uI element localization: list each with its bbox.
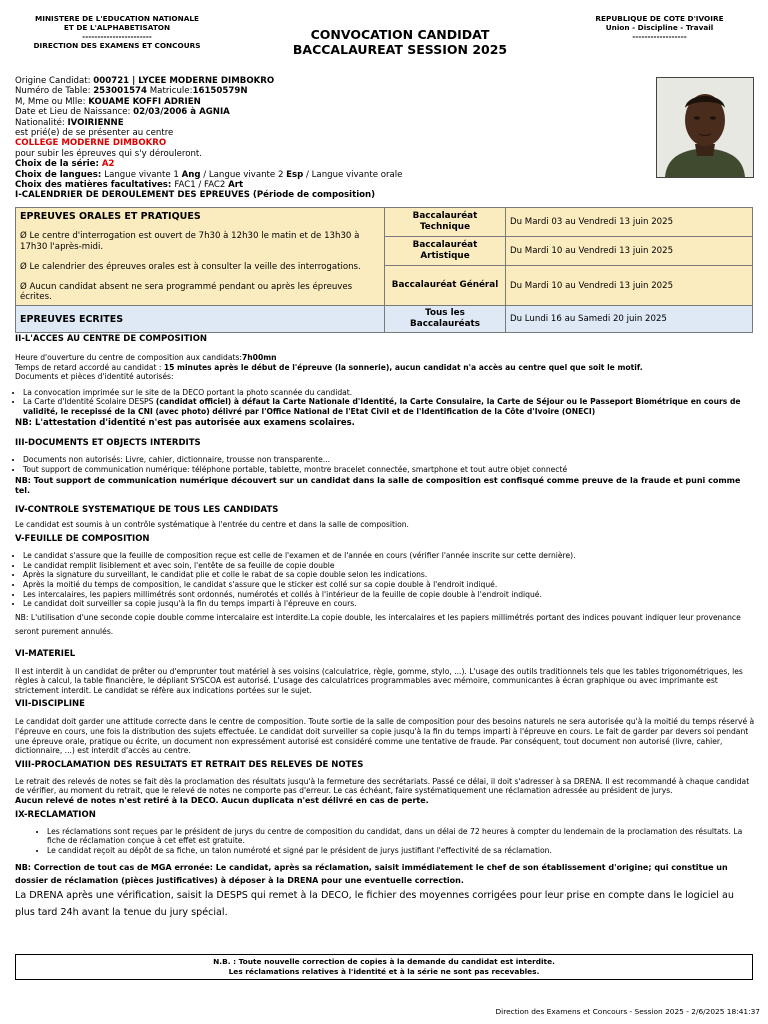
- republic-header: [572, 14, 747, 41]
- list-item: • Tout support de communication numérique: téléphone portable, tablette, montre bracelet connectée, smartphone et tout autre objet connecté: [23, 465, 755, 475]
- calendar-row-ecrites: [16, 306, 753, 333]
- list-item: • Le candidat doit surveiller sa copie jusqu'à la fin du temps imparti à l'épreuve en cours.: [23, 599, 755, 609]
- origin-row: [15, 76, 635, 86]
- rules-body: [15, 334, 755, 921]
- table-number: 253001574: [93, 86, 148, 97]
- heure-label: Heure d'ouverture du centre de composition aux candidats:: [15, 353, 242, 362]
- ministry-line-2: ET DE L'ALPHABETISATON: [63, 23, 171, 32]
- birth-value: 02/03/2006 à AGNIA: [133, 107, 230, 118]
- controle-title: IV-CONTROLE SYSTEMATIQUE DE TOUS LES CANDIDATS: [15, 504, 279, 515]
- list-item: • Les réclamations sont reçues par le président de jurys du centre de composition du candidat, dans un délai de 72 heures à compter du lendemain de la proclamation des résultats. La fiche de réclamation conçue à cet effet est gratuite.: [47, 827, 755, 846]
- nationality-row: [15, 118, 635, 128]
- origin-label: Origine Candidat:: [15, 76, 94, 86]
- list-item: • Le candidat remplit lisiblement et avec soin, l'entête de sa feuille de copie double: [23, 561, 755, 571]
- footer-box-line-2: Les réclamations relatives à l'identité et à la série ne sont pas recevables.: [228, 967, 540, 976]
- nationality-label: Nationalité:: [15, 117, 68, 128]
- ecrites-title: EPREUVES ECRITES: [16, 306, 385, 333]
- date-ecrites: Du Lundi 16 au Samedi 20 juin 2025: [506, 306, 753, 333]
- exam-centre: COLLEGE MODERNE DIMBOKRO: [15, 138, 167, 149]
- candidate-photo-image: [657, 78, 753, 177]
- materiel-title: VI-MATERIEL: [15, 648, 76, 659]
- birth-label: Date et Lieu de Naissance:: [15, 107, 134, 118]
- item2-bold: (candidat officiel) à défaut la Carte Nationale d'Identité, la Carte Consulaire, la Carte de Séjour ou le Passeport Biométrique en cours de validité, le recepissé de la CNI (avec photo) délivré par l'Office National de l'Etat Civil et de l'Identification de la Côte d'Ivoire (ONECI): [23, 397, 741, 416]
- lvo-label: / Langue vivante orale: [303, 169, 403, 180]
- orales-p3: Ø Aucun candidat absent ne sera programmé pendant ou après les épreuves écrites.: [20, 282, 353, 302]
- page-title: [250, 28, 550, 57]
- title-line-1: CONVOCATION CANDIDAT: [310, 27, 490, 42]
- list-item: • La convocation imprimée sur le site de la DECO portant la photo scannée du candidat.: [23, 388, 755, 398]
- cat-general: Baccalauréat Général: [385, 266, 506, 306]
- reclamation-list: [15, 827, 755, 856]
- proclamation-bold: Aucun relevé de notes n'est retiré à la DECO. Aucun duplicata n'est délivré en cas de perte.: [15, 796, 429, 806]
- retard-label: Temps de retard accordé au candidat :: [15, 362, 164, 372]
- origin-value: 000721 | LYCEE MODERNE DIMBOKRO: [93, 76, 275, 86]
- ministry-header: [12, 14, 222, 50]
- optional-label: Choix des matières facultatives:: [15, 180, 175, 191]
- name-row: [15, 97, 635, 107]
- orales-p2: Ø Le calendrier des épreuves orales est à consulter la veille des interrogations.: [20, 262, 361, 272]
- feuille-nb: NB: L'utilisation d'une seconde copie double comme intercalaire est interdite.La copie double, les intercalaires et les papiers millimétrés portant des indices pouvant indiquer leur provenance seront purement annulés.: [15, 612, 741, 636]
- footer-box-line-1: N.B. : Toute nouvelle correction de copies à la demande du candidat est interdite.: [213, 957, 555, 966]
- feuille-list: [15, 551, 755, 609]
- nb-footer-box: [15, 954, 753, 980]
- nationality-value: IVOIRIENNE: [67, 117, 124, 128]
- documents-title: III-DOCUMENTS ET OBJECTS INTERDITS: [15, 438, 201, 449]
- cat-technique: Baccalauréat Technique: [385, 208, 506, 237]
- calendar-title: I-CALENDRIER DE DEROULEMENT DES EPREUVES (Période de composition): [15, 190, 376, 201]
- controle-text: Le candidat est soumis à un contrôle systématique à l'entrée du centre et dans la salle de composition.: [15, 519, 409, 529]
- orales-description: [16, 208, 385, 306]
- orales-title: EPREUVES ORALES ET PRATIQUES: [20, 211, 201, 222]
- materiel-text: Il est interdit à un candidat de prêter ou d'emprunter tout matériel à ses voisins (calculatrice, règle, gomme, stylo, ...). L'usage des outils traditionnels tels que les tables trigonométriques, les règles à calcul, la table financière, le dépliant SYSCOA est autorisé. L'usage des calculatrices programmables avec mémoire, communicantes à écran graphique ou avec imprimante est strictement interdit. Le candidat se réfère aux indications portées sur le sujet.: [15, 666, 743, 695]
- subir-text: pour subir les épreuves qui s'y dérouleront.: [15, 148, 203, 159]
- reclamation-title: IX-RECLAMATION: [15, 809, 96, 820]
- language-label: Choix de langues:: [15, 169, 105, 180]
- lv2-label: / Langue vivante 2: [200, 169, 287, 180]
- direction-line: DIRECTION DES EXAMENS ET CONCOURS: [33, 41, 201, 50]
- republic-separator: ------------------: [632, 32, 687, 41]
- birth-row: [15, 107, 635, 117]
- lv1-label: Langue vivante 1: [104, 169, 182, 180]
- republic-line-1: REPUBLIQUE DE COTE D'IVOIRE: [595, 14, 724, 23]
- proclamation-text: Le retrait des relevés de notes se fait dès la proclamation des résultats jusqu'à la fermeture des secrétariats. Passé ce délai, il doit s'adresser à sa DRENA. Il est recommandé à chaque candidat de vérifier, au moment du retrait, que le relevé de notes ne comporte pas d'erreur. Le cas échéant, faire systématiquement une réclamation adressée au président de jurys.: [15, 776, 750, 796]
- orales-p1: Ø Le centre d'interrogation est ouvert de 7h30 à 12h30 le matin et de 13h30 à 17h30 l'après-midi.: [20, 231, 360, 252]
- optional-text: FAC1 / FAC2: [174, 180, 229, 191]
- reclamation-drena: La DRENA après une vérification, saisit la DESPS qui remet à la DECO, le fichier des moyennes corrigées pour leur prise en compte dans le logiciel au plus tard 24h avant la tenue du jury spécial.: [15, 890, 734, 919]
- serie-label: Choix de la série:: [15, 159, 102, 170]
- cat-artistique: Baccalauréat Artistique: [385, 237, 506, 266]
- exam-calendar-table: [15, 207, 753, 333]
- page-footer: Direction des Examens et Concours - Session 2025 - 2/6/2025 18:41:37: [495, 1007, 760, 1016]
- documents-list: [15, 455, 755, 474]
- list-item: [23, 397, 755, 416]
- list-item: • Après la moitié du temps de composition, le candidat s'assure que le sticker est collé sur sa copie double à l'endroit indiqué.: [23, 580, 755, 590]
- retard-row: [15, 363, 755, 373]
- name-label: M, Mme ou Mlle:: [15, 96, 89, 107]
- item2-prefix: La Carte d'Identité Scolaire DESPS: [23, 397, 156, 407]
- table-row: [15, 86, 635, 96]
- list-item: • Le candidat s'assure que la feuille de composition reçue est celle de l'examen et de l'année en cours (vérifier l'année inscrite sur cette dernière).: [23, 551, 755, 561]
- date-general: Du Mardi 10 au Vendredi 13 juin 2025: [506, 266, 753, 306]
- serie-value: A2: [101, 159, 115, 170]
- list-item: • Le candidat reçoit au dépôt de sa fiche, un talon numéroté et signé par le président de jurys justifiant l'effectivité de sa réclamation.: [47, 846, 755, 856]
- heure-row: [15, 353, 755, 363]
- title-line-2: BACCALAUREAT SESSION 2025: [292, 41, 508, 57]
- matricule-label: Matricule:: [147, 86, 193, 97]
- docs-list: [15, 388, 755, 417]
- reclamation-nb: NB: Correction de tout cas de MGA erronée: Le candidat, après sa réclamation, saisit immédiatement le chef de son établissement d'origine; qui constitue un dossier de réclamation (pièces justificatives) à déposer à la DRENA pour une eventuelle correction.: [15, 863, 728, 886]
- calendar-row-technique: [16, 208, 753, 237]
- feuille-title: V-FEUILLE DE COMPOSITION: [15, 534, 150, 545]
- docs-text: Documents et pièces d'identité autorisés:: [15, 372, 174, 382]
- serie-row: [15, 159, 635, 169]
- date-technique: Du Mardi 03 au Vendredi 13 juin 2025: [506, 208, 753, 237]
- optional-row: [15, 180, 635, 190]
- acces-title: II-L'ACCES AU CENTRE DE COMPOSITION: [15, 334, 208, 344]
- present-text: est prié(e) de se présenter au centre: [15, 128, 174, 139]
- language-row: [15, 170, 635, 180]
- republic-motto: Union - Discipline - Travail: [605, 23, 714, 32]
- table-label: Numéro de Table:: [15, 86, 94, 97]
- documents-nb: NB: Tout support de communication numérique découvert sur un candidat dans la salle de composition est confisqué comme preuve de la fraude et puni comme tel.: [15, 476, 741, 495]
- proclamation-title: VIII-PROCLAMATION DES RESULTATS ET RETRAIT DES RELEVES DE NOTES: [15, 759, 364, 770]
- discipline-text: Le candidat doit garder une attitude correcte dans le centre de composition. Toute sortie de la salle de composition pour des besoins naturels ne sera autorisée qu'à la moitié du temps réservé à l'épreuve en cours, une fois la distribution des sujets effectuée. Le candidat doit surveiller sa copie jusqu'à la fin du temps imparti à l'épreuve en cours. Le fait de garder par devers soi pendant une épreuve orale, pratique ou écrite, un document non expressément autorisé est considéré comme une tentative de fraude. Par conséquent, tout document non autorisé (livre, cahier, dictionnaire, ...) est interdit d'accès au centre.: [15, 717, 755, 756]
- list-item: • Documents non autorisés: Livre, cahier, dictionnaire, trousse non transparente...: [23, 455, 755, 465]
- ministry-separator: -----------------------: [82, 32, 152, 41]
- matricule-value: 16150579N: [192, 86, 248, 97]
- cat-ecrites: Tous les Baccalauréats: [385, 306, 506, 333]
- lv2-value: Esp: [286, 169, 304, 180]
- ministry-line-1: MINISTERE DE L'EDUCATION NATIONALE: [34, 14, 200, 23]
- calendar-heading: [15, 190, 635, 200]
- candidate-photo: [656, 77, 754, 178]
- list-item: • Les intercalaires, les papiers millimétrés sont ordonnés, numérotés et collés à l'intérieur de la feuille de copie double à l'endroit indiqué.: [23, 590, 755, 600]
- candidate-info: [15, 76, 635, 201]
- list-item: • Après la signature du surveillant, le candidat plie et colle le rabat de sa copie double selon les indications.: [23, 570, 755, 580]
- date-artistique: Du Mardi 10 au Vendredi 13 juin 2025: [506, 237, 753, 266]
- candidate-name: KOUAME KOFFI ADRIEN: [88, 96, 201, 107]
- optional-value: Art: [228, 180, 244, 191]
- heure-value: 7h00mn: [241, 353, 277, 362]
- discipline-title: VII-DISCIPLINE: [15, 699, 85, 710]
- acces-nb: NB: L'attestation d'identité n'est pas autorisée aux examens scolaires.: [15, 417, 355, 428]
- lv1-value: Ang: [181, 169, 201, 180]
- retard-value: 15 minutes après le début de l'épreuve (la sonnerie), aucun candidat n'a accès au centre quel que soit le motif.: [163, 362, 643, 372]
